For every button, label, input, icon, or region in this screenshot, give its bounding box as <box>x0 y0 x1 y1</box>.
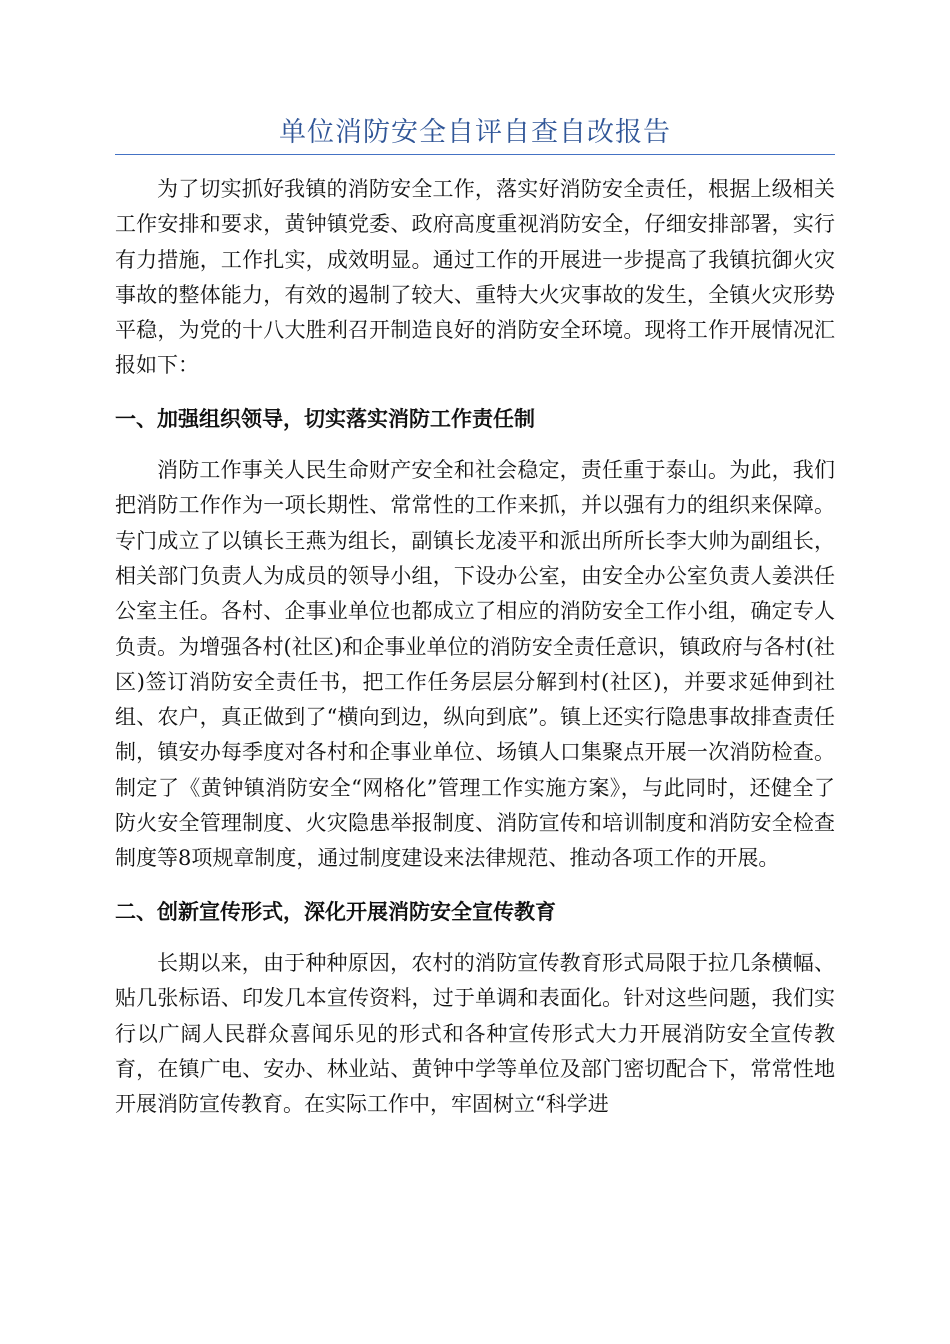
spacer <box>115 436 835 453</box>
spacer <box>115 877 835 894</box>
intro-paragraph: 为了切实抓好我镇的消防安全工作，落实好消防安全责任，根据上级相关工作安排和要求，黄钟镇党委、政府高度重视消防安全，仔细安排部署，实行有力措施，工作扎实，成效明显。通过工作的开展进一步提高了我镇抗御火灾事故的整体能力，有效的遏制了较大、重特大火灾事故的发生，全镇火灾形势平稳，为党的十八大胜利召开制造良好的消防安全环境。现将工作开展情况汇报如下： <box>115 177 835 378</box>
title-underline <box>115 154 835 155</box>
section-heading-2: 二、创新宣传形式，深化开展消防安全宣传教育 <box>115 898 556 924</box>
spacer <box>115 929 835 946</box>
section-paragraph-1: 消防工作事关人民生命财产安全和社会稳定，责任重于泰山。为此，我们把消防工作作为一项长期性、常常性的工作来抓，并以强有力的组织来保障。专门成立了以镇长王燕为组长，副镇长龙凌平和派出所所长李大帅为副组长，相关部门负责人为成员的领导小组，下设办公室，由安全办公室负责人姜洪任公室主任。各村、企事业单位也都成立了相应的消防安全工作小组，确定专人负责。为增强各村(社区)和企事业单位的消防安全责任意识，镇政府与各村(社区)签订消防安全责任书，把工作任务层层分解到村(社区)，并要求延伸到社组、农户，真正做到了“横向到边，纵向到底”。镇上还实行隐患事故排查责任制，镇安办每季度对各村和企事业单位、场镇人口集聚点开展一次消防检查。制定了《黄钟镇消防安全“网格化”管理工作实施方案》，与此同时，还健全了防火安全管理制度、火灾隐患举报制度、消防宣传和培训制度和消防安全检查制度等8项规章制度，通过制度建设来法律规范、推动各项工作的开展。 <box>115 458 835 871</box>
section-heading-1: 一、加强组织领导，切实落实消防工作责任制 <box>115 405 535 431</box>
section-paragraph-2: 长期以来，由于种种原因，农村的消防宣传教育形式局限于拉几条横幅、贴几张标语、印发几本宣传资料，过于单调和表面化。针对这些问题，我们实行以广阔人民群众喜闻乐见的形式和各种宣传形式大力开展消防安全宣传教育，在镇广电、安办、林业站、黄钟中学等单位及部门密切配合下，常常性地开展消防宣传教育。在实际工作中，牢固树立“科学进 <box>115 950 835 1117</box>
document-title: 单位消防安全自评自查自改报告 <box>279 117 671 148</box>
spacer <box>115 384 835 401</box>
document-body <box>115 172 835 1122</box>
